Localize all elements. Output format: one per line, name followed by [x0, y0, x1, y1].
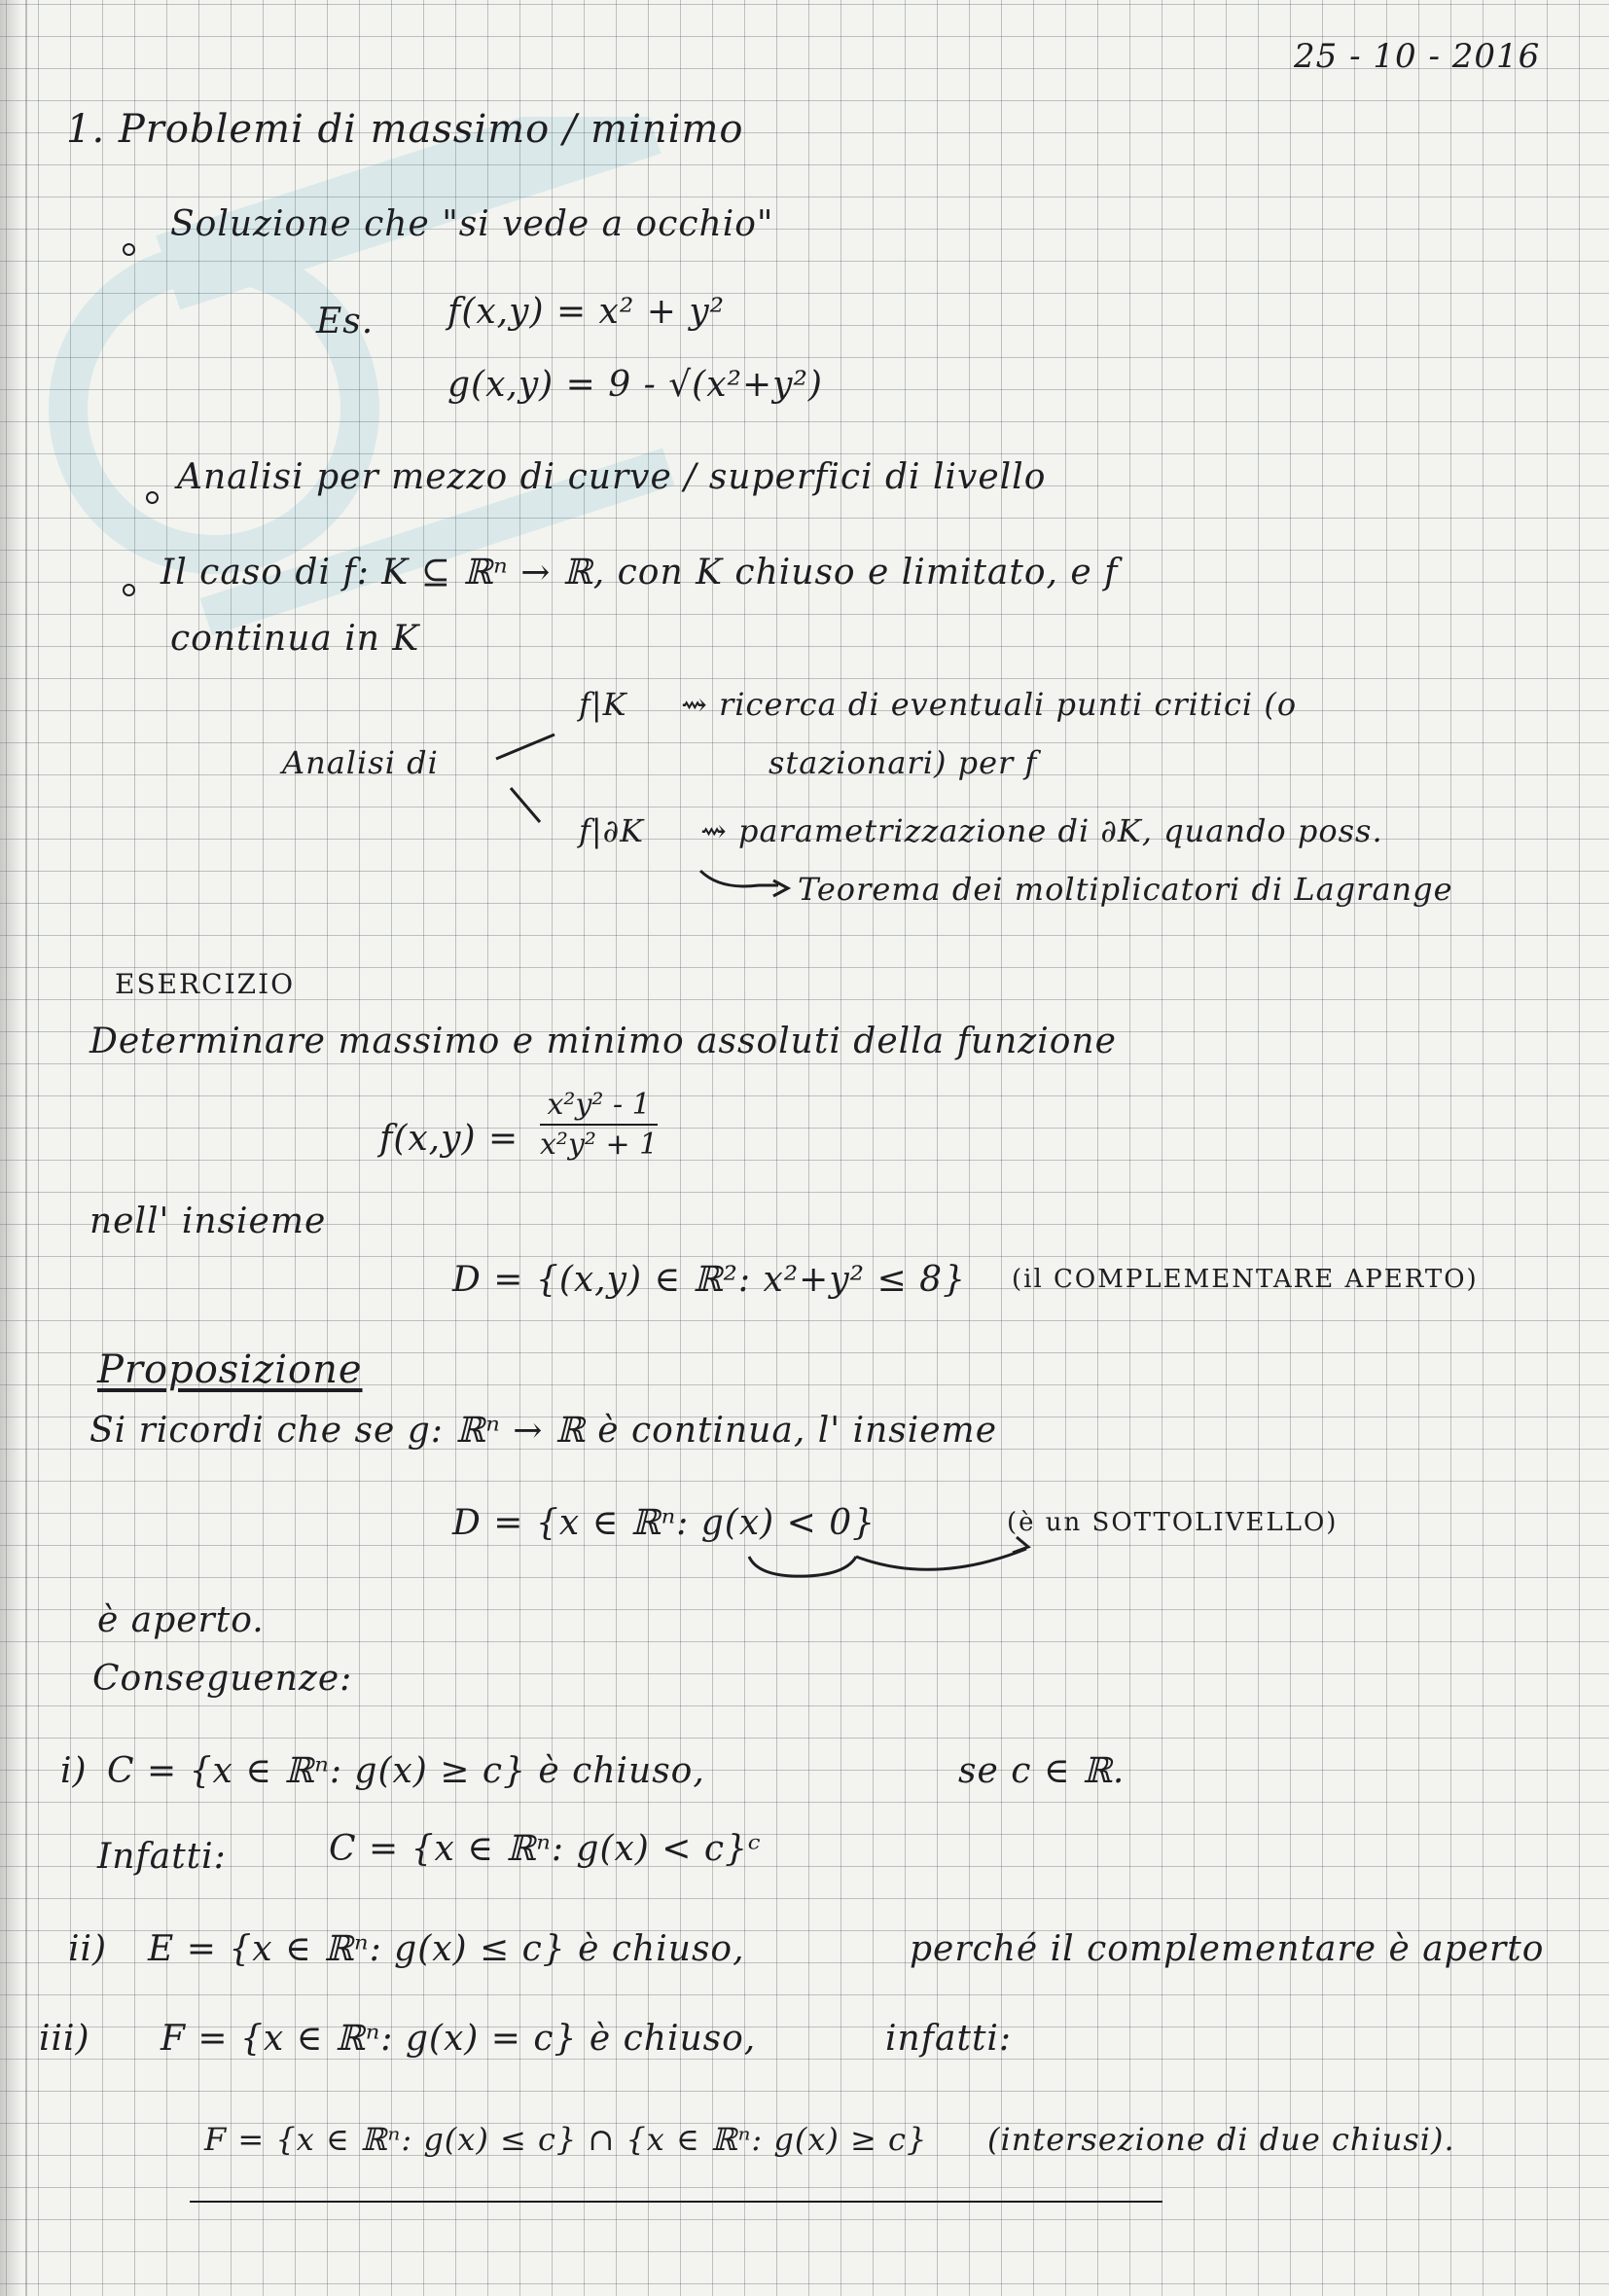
- branch-1-right-line-1: ⇝ ricerca di eventuali punti critici (o: [681, 686, 1298, 723]
- item-2-text: E = {x ∈ ℝⁿ: g(x) ≤ c} è chiuso,: [148, 1929, 745, 1969]
- exercise-set-note: (il COMPLEMENTARE APERTO): [1012, 1265, 1479, 1294]
- item-2-reason: perché il complementare è aperto: [910, 1929, 1545, 1969]
- bottom-rule: [190, 2201, 1162, 2203]
- proposition-note: (è un SOTTOLIVELLO): [1007, 1508, 1339, 1537]
- exercise-set: D = {(x,y) ∈ ℝ²: x²+y² ≤ 8}: [452, 1260, 966, 1300]
- example-label: Es.: [316, 302, 375, 341]
- item-2-label: ii): [68, 1929, 108, 1969]
- item-1-text: C = {x ∈ ℝⁿ: g(x) ≥ c} è chiuso,: [107, 1751, 705, 1791]
- branch-1-left: f|K: [579, 686, 627, 723]
- branch-2-right-line-1: ⇝ parametrizzazione di ∂K, quando poss.: [700, 812, 1383, 849]
- proposition-title: Proposizione: [97, 1347, 363, 1392]
- exercise-f-fraction: [540, 1088, 658, 1162]
- item-1-label: i): [60, 1751, 88, 1791]
- exercise-f-numerator: x²y² - 1: [540, 1088, 658, 1126]
- bullet-1-text: Soluzione che "si vede a occhio": [170, 204, 774, 244]
- proposition-end: è aperto.: [97, 1600, 265, 1640]
- page-heading: 1. Problemi di massimo / minimo: [66, 107, 744, 152]
- item-1-condition: se c ∈ ℝ.: [958, 1751, 1126, 1791]
- item-3-text: F = {x ∈ ℝⁿ: g(x) = c} è chiuso,: [161, 2019, 757, 2059]
- item-3-label: iii): [39, 2019, 90, 2059]
- branch-2-right-line-2: Teorema dei moltiplicatori di Lagrange: [798, 871, 1453, 908]
- exercise-text: Determinare massimo e minimo assoluti della funzione: [89, 1022, 1117, 1061]
- exercise-title: ESERCIZIO: [115, 968, 296, 1000]
- item-3-proof-note: (intersezione di due chiusi).: [987, 2121, 1455, 2158]
- exercise-f-denominator: x²y² + 1: [540, 1128, 659, 1162]
- item-1-proof-label: Infatti:: [97, 1837, 227, 1877]
- branch-2-left: f|∂K: [579, 812, 645, 849]
- item-3-reason: infatti:: [885, 2019, 1013, 2059]
- branch-1-right-line-2: stazionari) per f: [769, 744, 1038, 781]
- example-f-formula: f(x,y) = x² + y²: [447, 292, 726, 332]
- example-g-formula: g(x,y) = 9 - √(x²+y²): [447, 365, 823, 405]
- bullet-3-line-2: continua in K: [170, 619, 420, 659]
- bullet-3-line-1: Il caso di f: K ⊆ ℝⁿ → ℝ, con K chiuso e limitato, e f: [161, 553, 1119, 592]
- item-1-proof: C = {x ∈ ℝⁿ: g(x) < c}ᶜ: [329, 1829, 762, 1869]
- date: 25 - 10 - 2016: [1294, 37, 1541, 76]
- consequences-title: Conseguenze:: [92, 1659, 353, 1699]
- exercise-set-intro: nell' insieme: [89, 1202, 327, 1241]
- item-3-proof: F = {x ∈ ℝⁿ: g(x) ≤ c} ∩ {x ∈ ℝⁿ: g(x) ≥ c}: [204, 2121, 928, 2158]
- bullet-2-text: Analisi per mezzo di curve / superfici di livello: [177, 457, 1047, 497]
- analysis-label: Analisi di: [282, 744, 439, 781]
- proposition-set: D = {x ∈ ℝⁿ: g(x) < 0}: [452, 1503, 876, 1543]
- exercise-f-lhs: f(x,y) =: [379, 1119, 519, 1159]
- proposition-text: Si ricordi che se g: ℝⁿ → ℝ è continua, l' insieme: [89, 1411, 998, 1451]
